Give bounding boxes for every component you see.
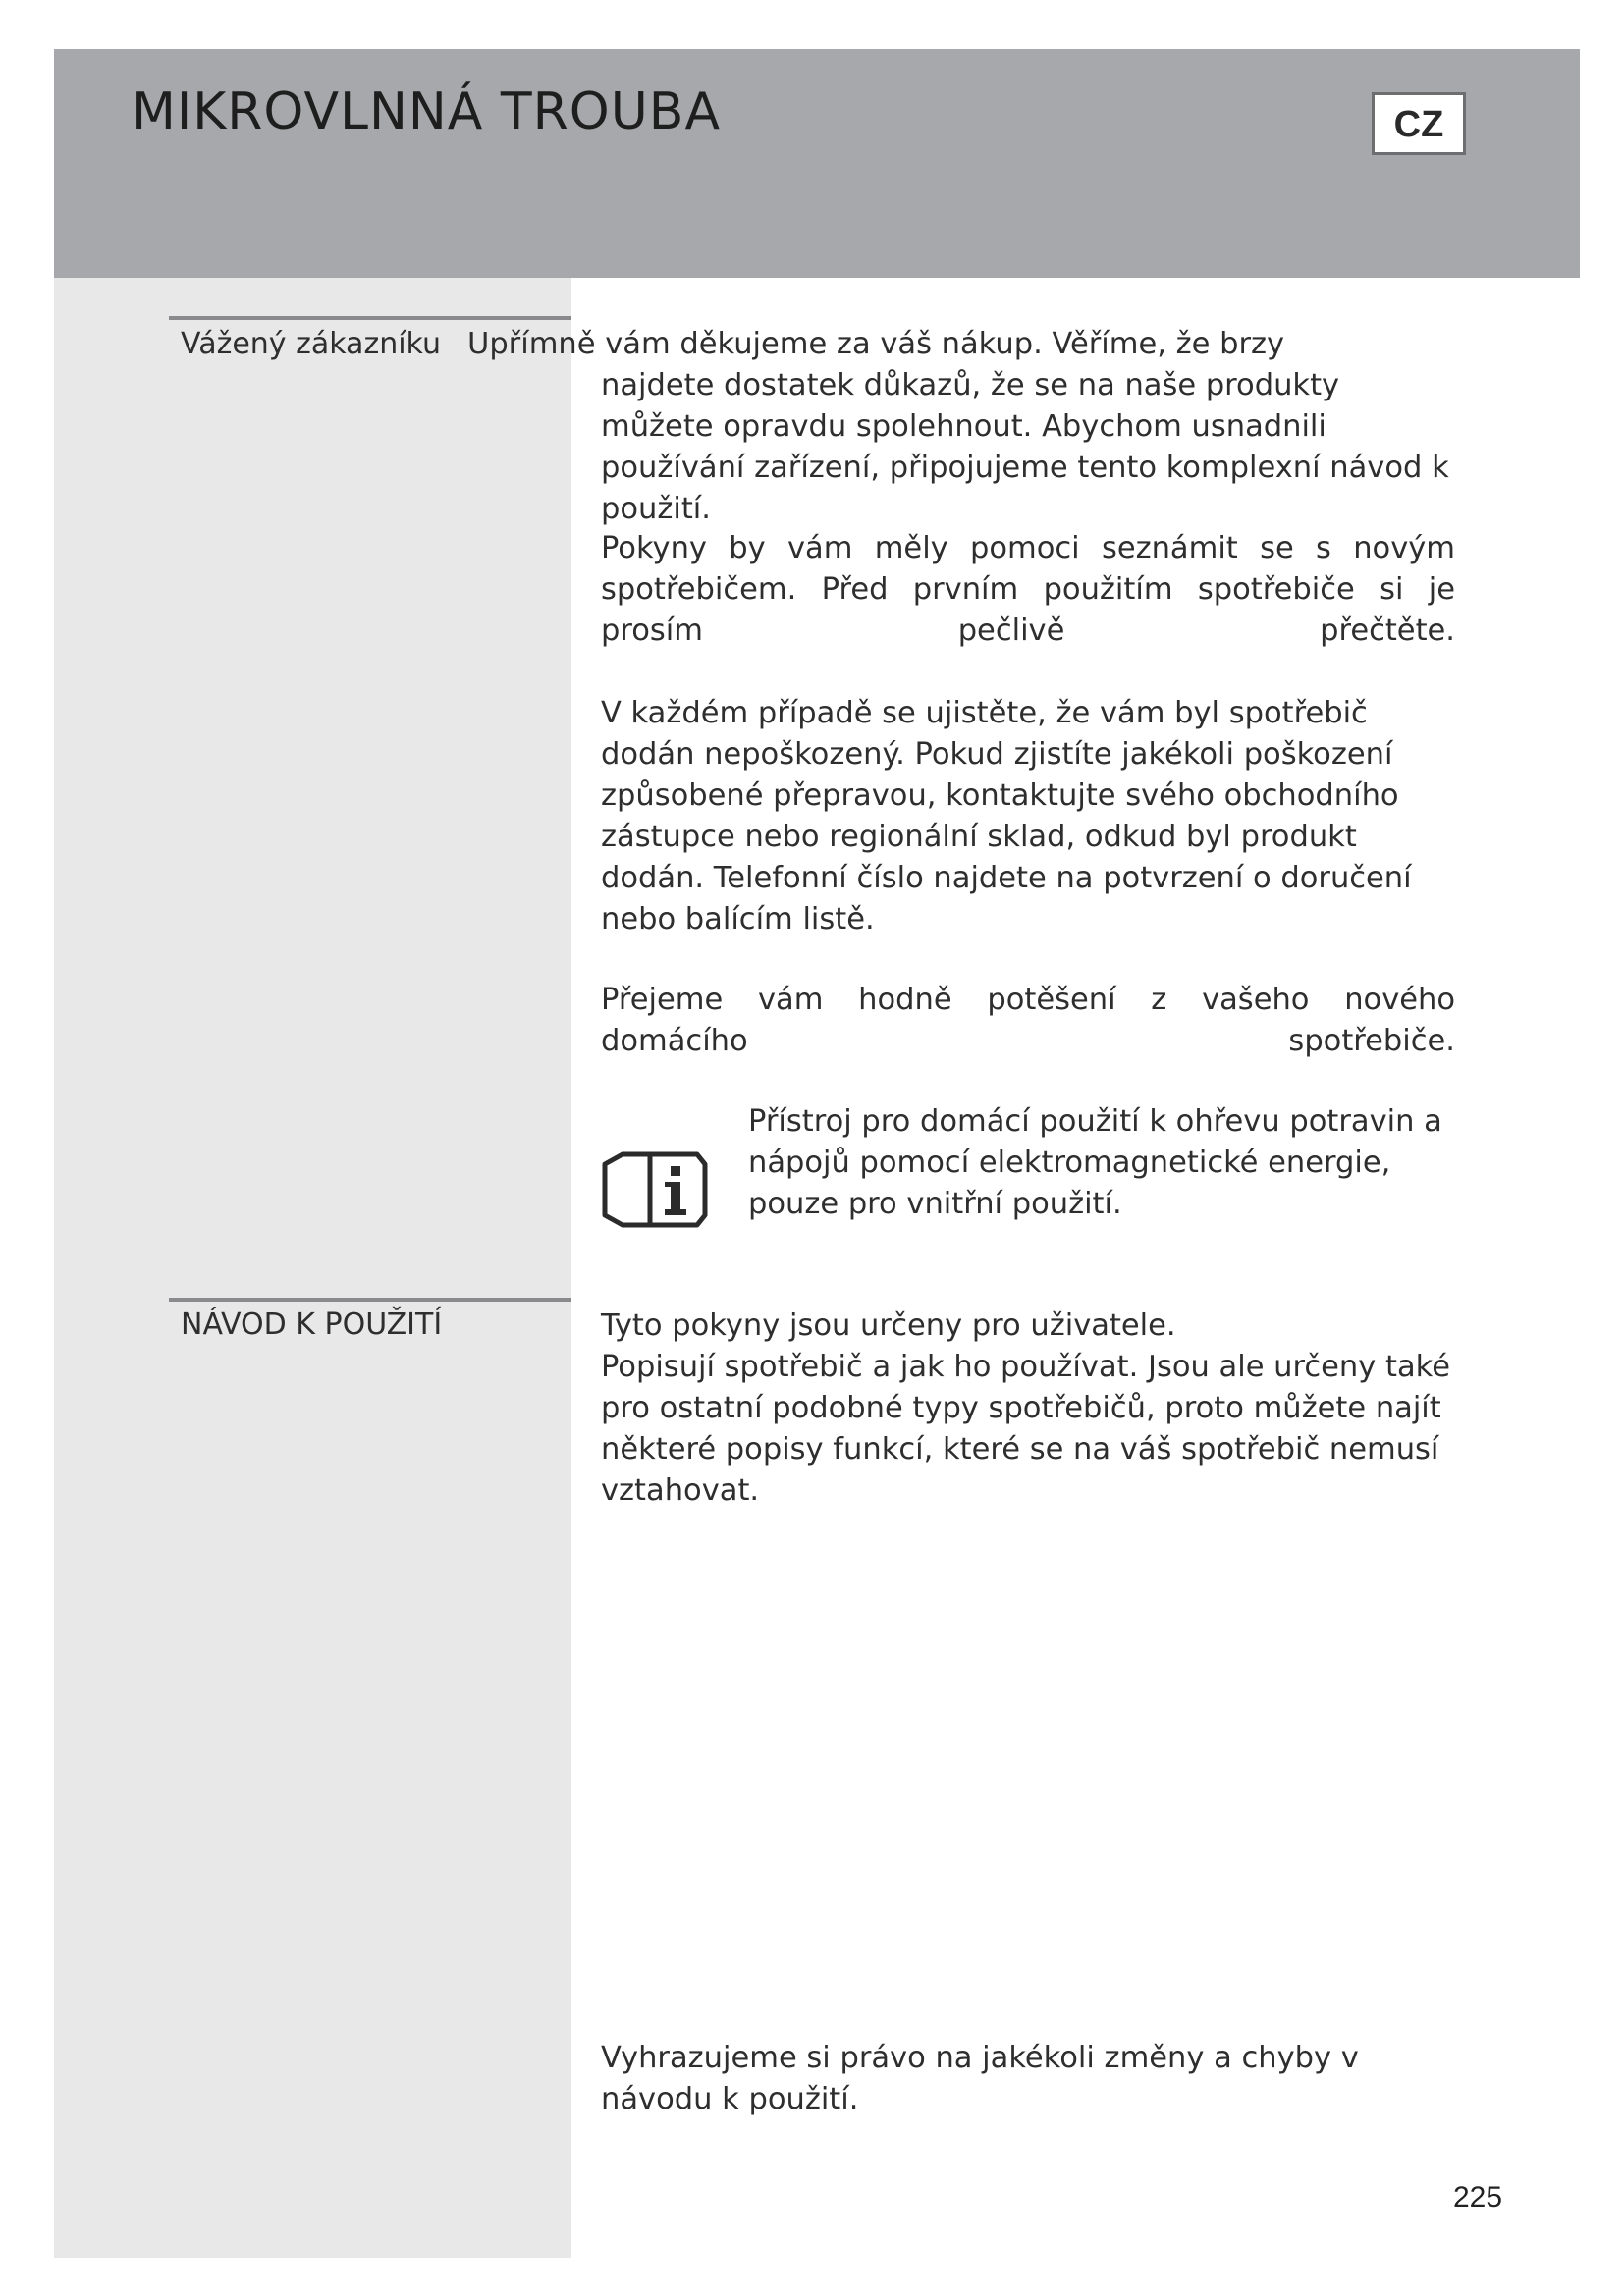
page-number: 225 [1453, 2181, 1503, 2214]
manual-info-icon [601, 1148, 709, 1231]
page-title: MIKROVLNNÁ TROUBA [132, 82, 722, 141]
section-label-manual: NÁVOD K POUŽITÍ [181, 1308, 443, 1342]
disclaimer-text: Vyhrazujeme si právo na jakékoli změny a chyby v návodu k použití. [601, 2041, 1359, 2116]
intro-lead-text: Upřímně vám děkujeme za váš nákup. Věříme, že brzy [467, 327, 1285, 361]
left-sidebar [54, 278, 571, 2258]
delivery-paragraph: V každém případě se ujistěte, že vám byl spotřebič dodán nepoškozený. Pokud zjistíte jakékoli poškození způsobené přepravou, kontaktujte svého obchodního zástupce nebo regionální sklad, odkud byl produkt dodán. Telefonní číslo najdete na potvrzení o doručení nebo balícím listě. [601, 696, 1412, 936]
wishes-paragraph: Přejeme vám hodně potěšení z vašeho nového domácího spotřebiče. [601, 983, 1455, 1058]
manual-paragraph-lead: Tyto pokyny jsou určeny pro uživatele. [601, 1308, 1176, 1343]
intro-paragraph: najdete dostatek důkazů, že se na naše produkty můžete opravdu spolehnout. Abychom usnadnili používání zařízení, připojujeme tento komplexní návod k použití. [601, 368, 1449, 526]
appliance-info-text: Přístroj pro domácí použití k ohřevu potravin a nápojů pomocí elektromagnetické energie, pouze pro vnitřní použití. [748, 1104, 1442, 1221]
language-badge: CZ [1372, 92, 1466, 155]
manual-paragraph: Popisují spotřebič a jak ho používat. Jsou ale určeny také pro ostatní podobné typy spotřebičů, proto můžete najít některé popisy funkcí, které se na váš spotřebič nemusí vztahovat. [601, 1350, 1450, 1508]
section-divider [169, 1298, 571, 1302]
section-divider [169, 316, 571, 320]
section-label-customer: Vážený zákazníku [181, 327, 442, 361]
instructions-paragraph: Pokyny by vám měly pomoci seznámit se s novým spotřebičem. Před prvním použitím spotřebiče si je prosím pečlivě přečtěte. [601, 531, 1455, 648]
